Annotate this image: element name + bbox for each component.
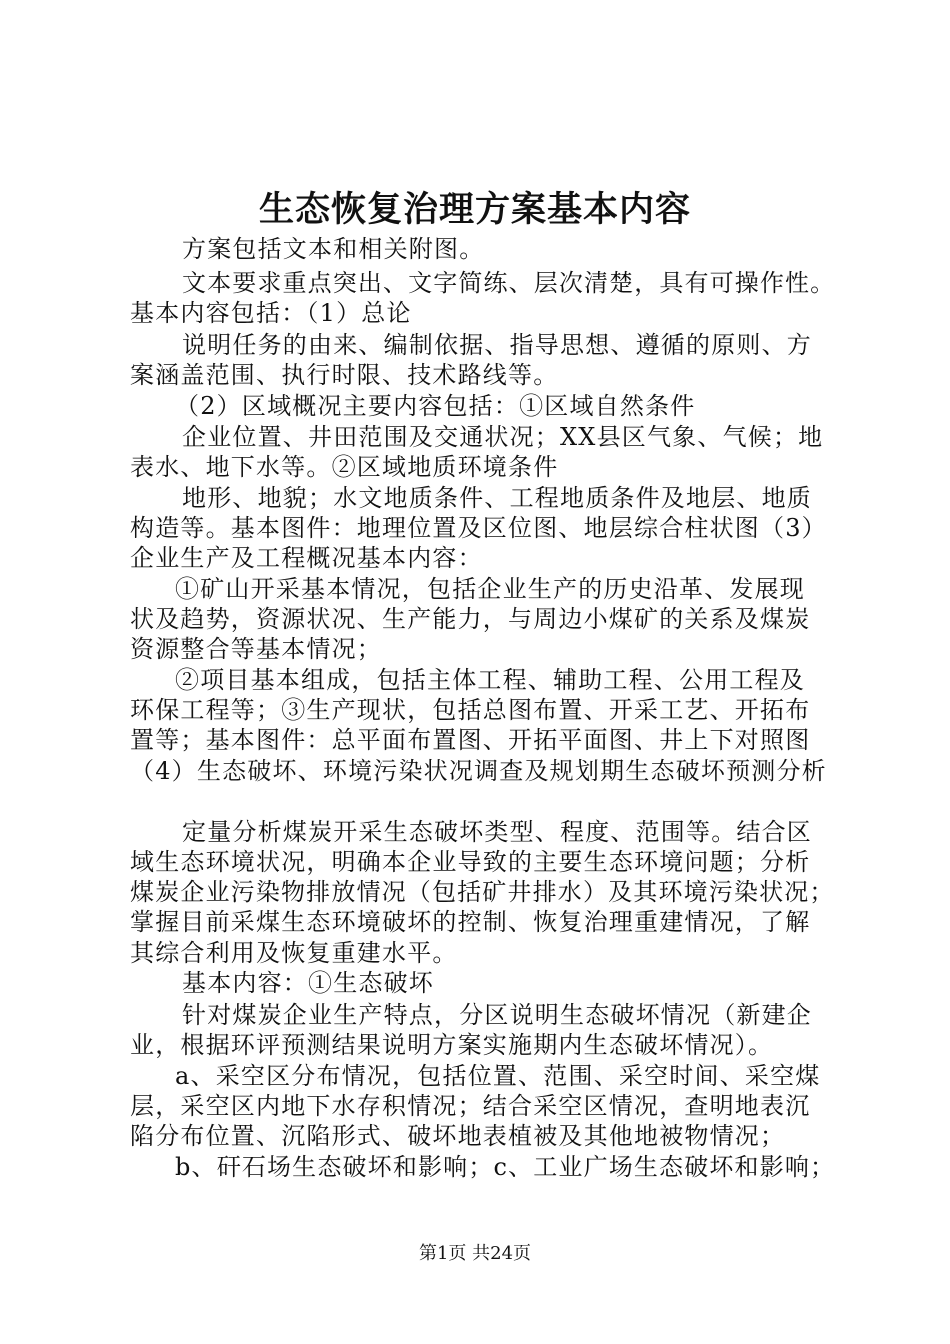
text-line: 企业位置、井田范围及交通状况；XX县区气象、气候；地 <box>182 423 824 451</box>
text-line: 基本内容包括：（1）总论 <box>130 299 412 327</box>
text-line: 基本内容：①生态破坏 <box>182 969 434 997</box>
text-line: ②项目基本组成，包括主体工程、辅助工程、公用工程及 <box>175 666 805 694</box>
text-line: 文本要求重点突出、文字简练、层次清楚，具有可操作性。 <box>182 269 836 297</box>
text-line: 域生态环境状况，明确本企业导致的主要生态环境问题；分析 <box>130 848 811 876</box>
text-line: 企业生产及工程概况基本内容： <box>130 544 483 572</box>
text-line: 针对煤炭企业生产特点，分区说明生态破坏情况（新建企 <box>182 1001 812 1029</box>
text-line: 方案包括文本和相关附图。 <box>182 235 485 263</box>
text-line: （2）区域概况主要内容包括：①区域自然条件 <box>175 392 696 420</box>
text-line: 地形、地貌；水文地质条件、工程地质条件及地层、地质 <box>182 484 812 512</box>
text-line: 资源整合等基本情况； <box>130 635 382 663</box>
text-line: 业，根据环评预测结果说明方案实施期内生态破坏情况）。 <box>130 1031 774 1059</box>
text-line: 表水、地下水等。②区域地质环境条件 <box>130 453 559 481</box>
text-line: （4）生态破坏、环境污染状况调查及规划期生态破坏预测分析 <box>130 757 827 785</box>
text-line: a、采空区分布情况，包括位置、范围、采空时间、采空煤 <box>175 1062 821 1090</box>
text-line: 环保工程等；③生产现状，包括总图布置、开采工艺、开拓布 <box>130 696 811 724</box>
page-number-footer: 第1页 共24页 <box>418 1243 532 1264</box>
text-line: 陷分布位置、沉陷形式、破坏地表植被及其他地被物情况； <box>130 1122 786 1150</box>
text-line: b、矸石场生态破坏和影响；c、工业广场生态破坏和影响； <box>175 1153 836 1181</box>
text-line: ①矿山开采基本情况，包括企业生产的历史沿革、发展现 <box>175 575 805 603</box>
text-line: 掌握目前采煤生态环境破坏的控制、恢复治理重建情况，了解 <box>130 908 811 936</box>
text-line: 煤炭企业污染物排放情况（包括矿井排水）及其环境污染状况； <box>130 878 835 906</box>
text-line: 案涵盖范围、执行时限、技术路线等。 <box>130 361 559 389</box>
text-line: 定量分析煤炭开采生态破坏类型、程度、范围等。结合区 <box>182 818 812 846</box>
text-line: 层，采空区内地下水存积情况；结合采空区情况，查明地表沉 <box>130 1092 811 1120</box>
text-line: 置等；基本图件：总平面布置图、开拓平面图、井上下对照图 <box>130 726 811 754</box>
text-line: 其综合利用及恢复重建水平。 <box>130 939 458 967</box>
text-line: 状及趋势，资源状况、生产能力，与周边小煤矿的关系及煤炭 <box>130 605 811 633</box>
document-title: 生态恢复治理方案基本内容 <box>258 189 691 230</box>
text-line: 构造等。基本图件：地理位置及区位图、地层综合柱状图（3） <box>130 514 827 542</box>
text-line: 说明任务的由来、编制依据、指导思想、遵循的原则、方 <box>182 331 812 359</box>
